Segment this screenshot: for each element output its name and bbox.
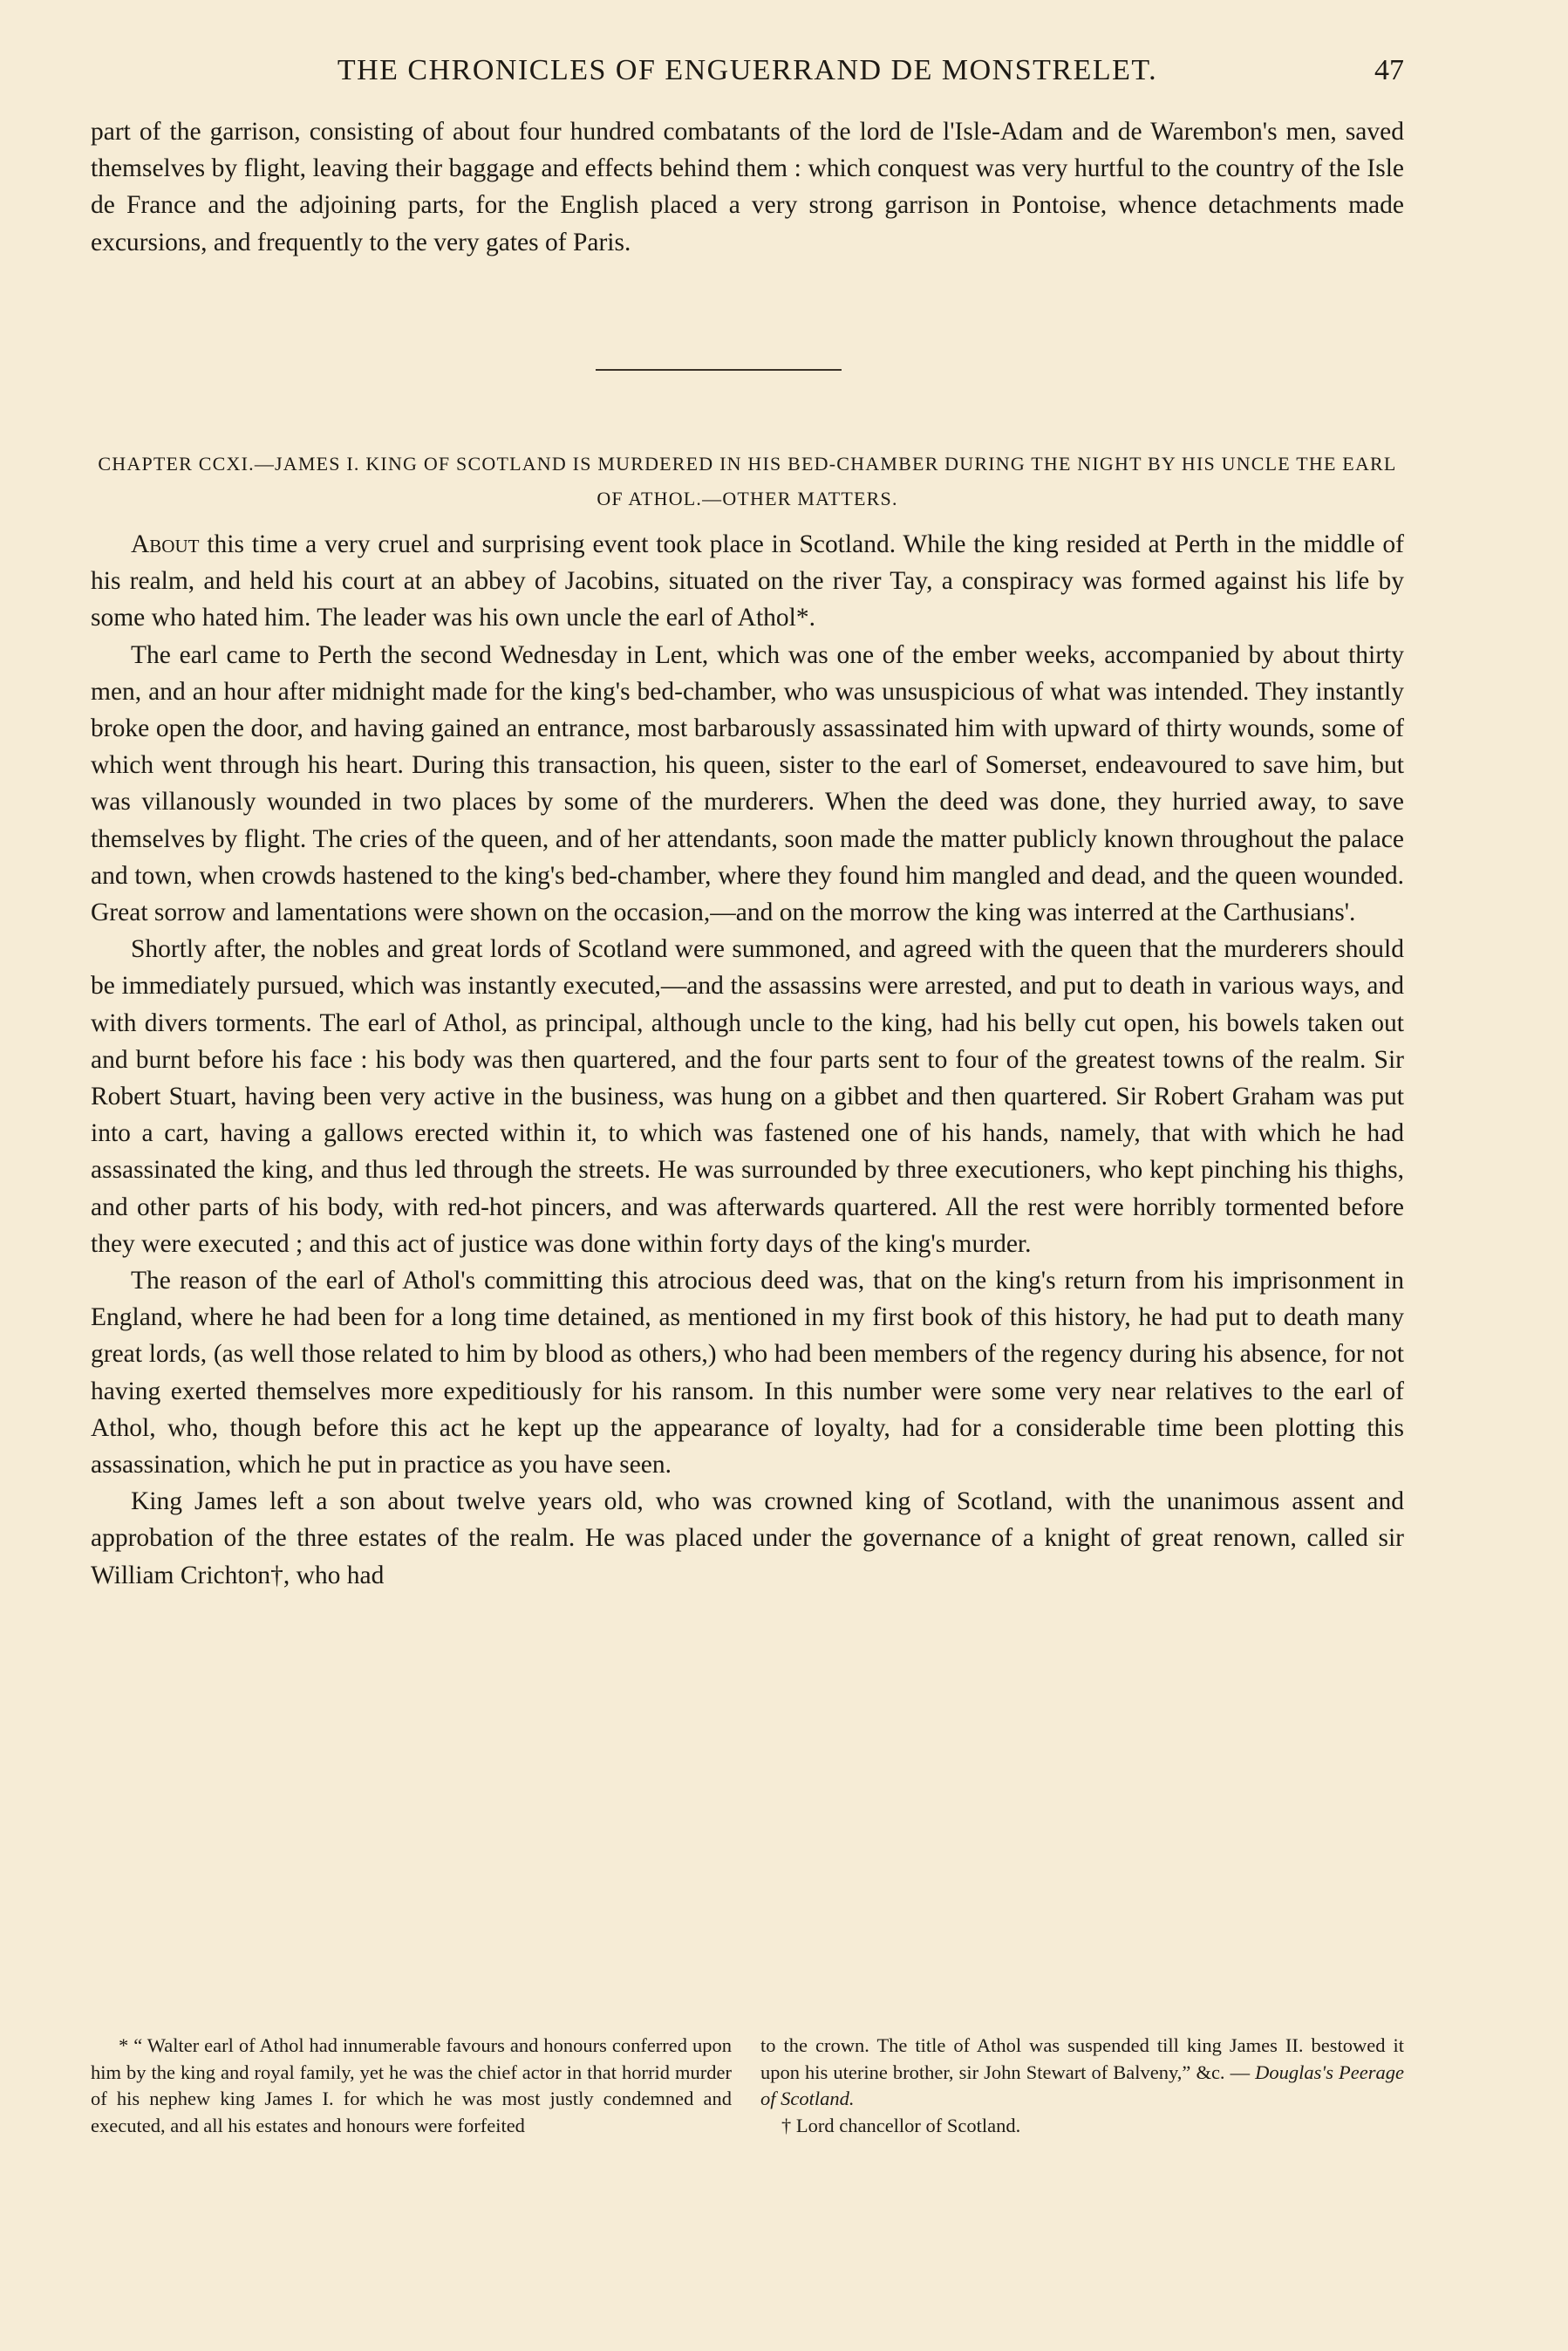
chapter-heading: CHAPTER CCXI.—JAMES I. KING OF SCOTLAND IS MURDERED IN HIS BED-CHAMBER DURING THE NIGHT BY HIS UNCLE THE EARL OF ATHOL.—OTHER MATTERS. <box>98 453 1397 509</box>
running-head <box>91 54 1404 101</box>
chapter-body <box>91 526 1404 1594</box>
chapter-paragraph: Shortly after, the nobles and great lords of Scotland were summoned, and agreed with the queen that the murderers should be immediately pursued, which was instantly executed,—and the assassins were arrested, and put to death in various ways, and with divers torments. The earl of Athol, as principal, although uncle to the king, had his belly cut open, his bowels taken out and burnt before his face : his body was then quartered, and the four parts sent to four of the greatest towns of the realm. Sir Robert Stuart, having been very active in the business, was hung on a gibbet and then quartered. Sir Robert Graham was put into a cart, having a gallows erected within it, to which was fastened one of his hands, namely, that with which he had assassinated the king, and thus led through the streets. He was surrounded by three executioners, who kept pinching his thighs, and other parts of his body, with red-hot pincers, and was afterwards quartered. All the rest were horribly tormented before they were executed ; and this act of justice was done within forty days of the king's murder. <box>91 935 1404 1258</box>
page-number: 47 <box>1374 54 1404 86</box>
footnote-crichton: † Lord chancellor of Scotland. <box>781 2114 1021 2136</box>
footnotes-right-column <box>760 2033 1404 2139</box>
chapter-paragraph: The earl came to Perth the second Wednesday in Lent, which was one of the ember weeks, accompanied by about thirty men, and an hour after midnight made for the king's bed-chamber, who was unsuspicious of what was intended. They instantly broke open the door, and having gained an entrance, most barbarously assassinated him with upward of thirty wounds, some of which went through his heart. During this transaction, his queen, sister to the earl of Somerset, endeavoured to save him, but was villanously wounded in two places by some of the murderers. When the deed was done, they hurried away, to save themselves by flight. The cries of the queen, and of her attendants, soon made the matter publicly known throughout the palace and town, when crowds hastened to the king's bed-chamber, where they found him mangled and dead, and the queen wounded. Great sorrow and lamentations were shown on the occasion,—and on the morrow the king was interred at the Carthusians'. <box>91 640 1404 927</box>
running-title: THE CHRONICLES OF ENGUERRAND DE MONSTRELET. <box>337 54 1158 86</box>
chapter-paragraph <box>91 526 1404 637</box>
chapter-paragraph: King James left a son about twelve years old, who was crowned king of Scotland, with the unanimous assent and approbation of the three estates of the realm. He was placed under the governance of a knight of great renown, called sir William Crichton†, who had <box>91 1487 1404 1589</box>
footnote-athol: * “ Walter earl of Athol had innumerable favours and honours conferred upon him by the king and royal family, yet he was the chief actor in that horrid murder of his nephew king James I. for which he was most justly condemned and executed, and all his estates and honours were forfeited <box>91 2034 732 2136</box>
chapter-paragraph: The reason of the earl of Athol's committing this atrocious deed was, that on the king's return from his imprisonment in England, where he had been for a long time detained, as mentioned in my first book of this history, he had put to death many great lords, (as well those related to him by blood as others,) who had been members of the regency during his absence, for not having exerted themselves more expeditiously for his ransom. In this number were some very near relatives to the earl of Athol, who, though before this act he kept up the appearance of loyalty, had for a considerable time been plotting this assassination, which he put in practice as you have seen. <box>91 1267 1404 1480</box>
intro-text <box>91 113 1404 261</box>
intro-paragraph: part of the garrison, consisting of about four hundred combatants of the lord de l'Isle-Adam and de Warembon's men, saved themselves by flight, leaving their baggage and effects behind them : which conquest was very hurtful to the country of the Isle de France and the adjoining parts, for the English placed a very strong garrison in Pontoise, whence detachments made excursions, and frequently to the very gates of Paris. <box>91 118 1404 256</box>
chapter-paragraph-text: this time a very cruel and surprising event took place in Scotland. While the king resided at Perth in the middle of his realm, and held his court at an abbey of Jacobins, situated on the river Tay, a conspiracy was formed against his life by some who hated him. The leader was his own uncle the earl of Athol*. <box>91 530 1404 632</box>
footnotes-left-column <box>91 2033 732 2139</box>
chapter-first-word: About <box>131 530 200 558</box>
footnote-athol-continued-text: to the crown. The title of Athol was suspended till king James II. bestowed it upon his uterine brother, sir John Stewart of Balveny,” &c. — <box>760 2034 1404 2083</box>
section-divider <box>596 369 842 371</box>
footnote-source-citation: Douglas's Peerage of Scotland. <box>760 2061 1404 2109</box>
footnote-athol-continued <box>760 2033 1404 2113</box>
